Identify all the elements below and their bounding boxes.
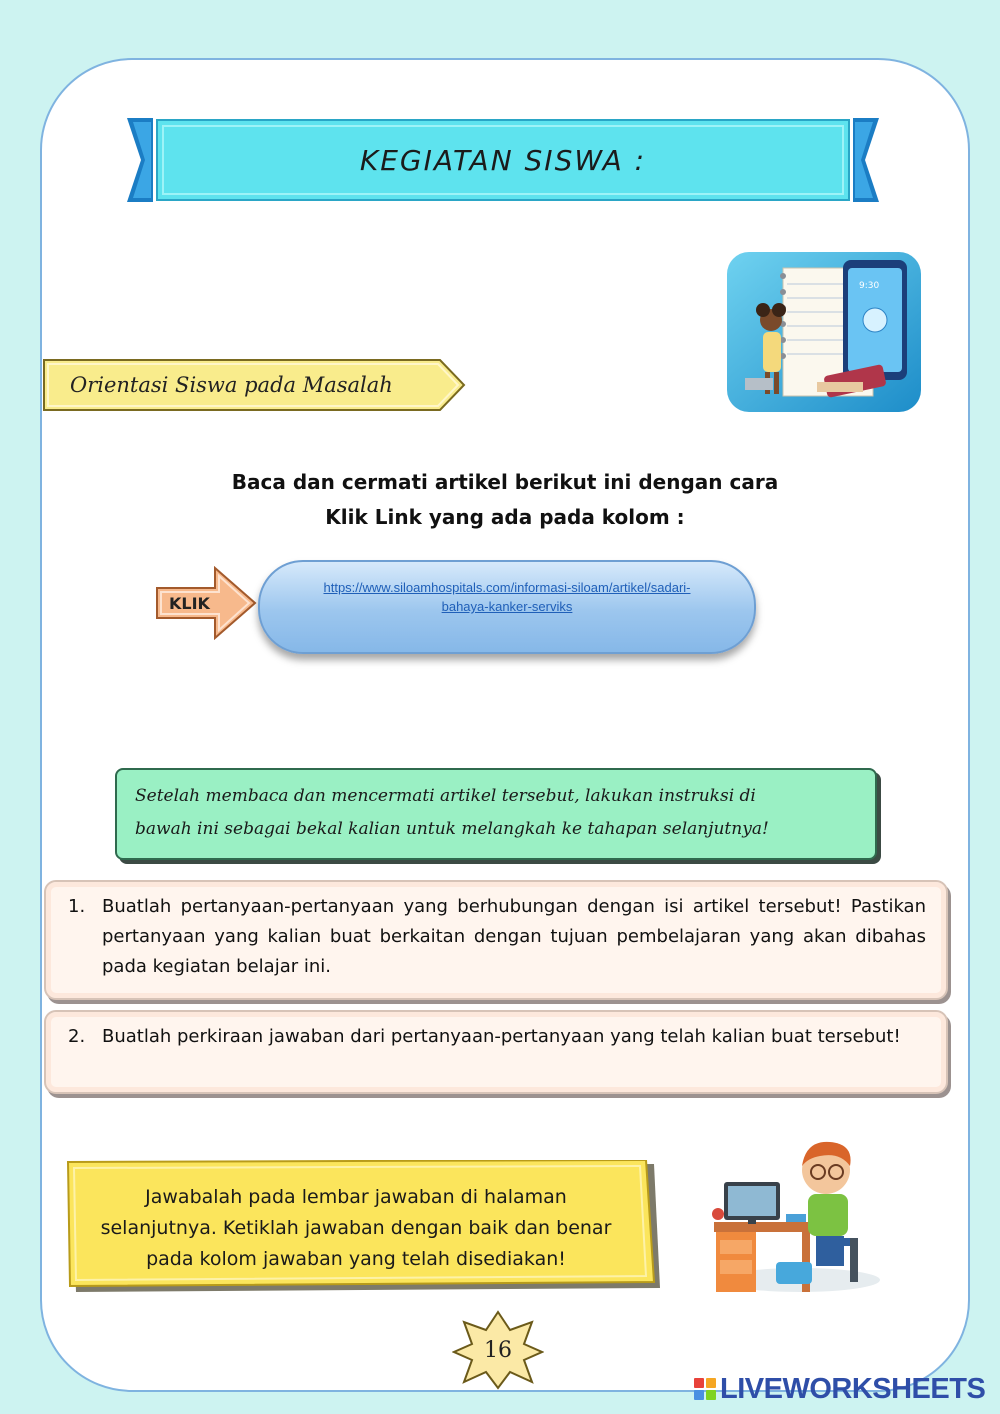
page-number: 16	[484, 1337, 512, 1363]
section-tag	[42, 358, 466, 412]
svg-text:9:30: 9:30	[859, 281, 880, 291]
task-text: Buatlah perkiraan jawaban dari pertanyaan-pertanyaan yang telah kalian buat tersebut!	[102, 1026, 901, 1047]
instruction-note-line-1: Setelah membaca dan mencermati artikel tersebut, lakukan instruksi di	[135, 786, 756, 806]
instruction-line-2: Klik Link yang ada pada kolom :	[325, 505, 685, 529]
instruction-note	[115, 768, 877, 860]
klik-label: KLIK	[169, 593, 210, 613]
task-text: Buatlah pertanyaan-pertanyaan yang berhubungan dengan isi artikel tersebut! Pastikan pertanyaan yang kalian buat berkaitan dengan tujuan pembelajaran yang akan dibahas pada kegiatan belajar ini.	[102, 896, 926, 977]
klik-arrow	[153, 566, 257, 640]
task-number: 2.	[68, 1026, 86, 1047]
answer-note-text	[86, 1160, 626, 1296]
answer-note-line-1: Jawabalah pada lembar jawaban di halaman	[145, 1185, 567, 1208]
section-tag-label: Orientasi Siswa pada Masalah	[70, 373, 393, 397]
instruction-line-1: Baca dan cermati artikel berikut ini dengan cara	[231, 470, 779, 494]
student-computer-illustration	[690, 1130, 890, 1298]
watermark-text: LIVEWORKSHEETS	[720, 1372, 986, 1405]
task-card-1	[44, 880, 948, 1000]
task-item	[68, 1022, 926, 1052]
title-banner	[127, 118, 879, 202]
student-reading-illustration	[725, 250, 923, 414]
liveworksheets-watermark	[694, 1372, 985, 1406]
task-card-2	[44, 1010, 948, 1094]
article-link[interactable]	[292, 578, 722, 616]
article-link-line-1[interactable]: https://www.siloamhospitals.com/informasi-siloam/artikel/sadari-	[323, 580, 691, 595]
answer-note	[66, 1160, 666, 1296]
task-number: 1.	[68, 896, 86, 917]
instruction-note-line-2: bawah ini sebagai bekal kalian untuk melangkah ke tahapan selanjutnya!	[135, 819, 769, 839]
article-link-button[interactable]	[258, 560, 756, 654]
page-title: KEGIATAN SISWA :	[359, 143, 647, 177]
article-link-line-2[interactable]: bahaya-kanker-serviks	[441, 599, 573, 614]
liveworksheets-logo-icon	[694, 1378, 716, 1400]
answer-note-line-3: pada kolom jawaban yang telah disediakan!	[146, 1247, 566, 1270]
task-item	[68, 892, 926, 982]
page-number-badge	[452, 1310, 544, 1390]
answer-note-line-2: selanjutnya. Ketiklah jawaban dengan baik dan benar	[100, 1216, 612, 1239]
